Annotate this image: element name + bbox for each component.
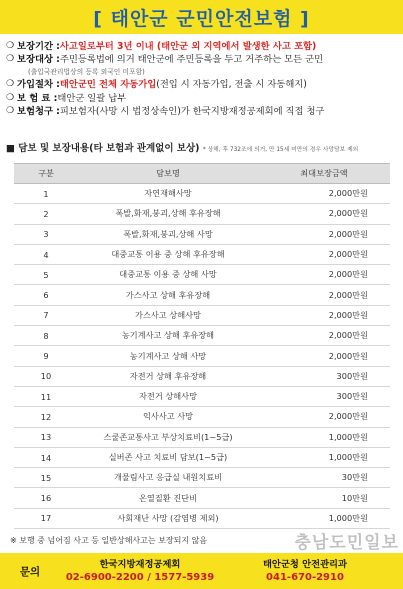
table-row [14, 427, 390, 447]
max-amount: 2,000만원 [258, 184, 390, 204]
info-list [6, 40, 401, 118]
coverage-name: 대중교통 이용 중 상해 후유장해 [78, 244, 258, 264]
max-amount: 300만원 [258, 366, 390, 386]
org-name: 태안군청 안전관리과 [262, 559, 348, 570]
max-amount: 2,000만원 [258, 204, 390, 224]
coverage-name: 폭발,화재,붕괴,상해 사망 [78, 224, 258, 244]
coverage-name: 가스사고 상해사망 [78, 305, 258, 325]
coverage-name: 온열질환 진단비 [78, 488, 258, 508]
table-row [14, 305, 390, 325]
coverage-name: 농기계사고 상해 사망 [78, 346, 258, 366]
row-number: 3 [14, 224, 78, 244]
contact-bar [0, 553, 403, 589]
page-title: [ 태안군 군민안전보험 ] [93, 7, 310, 30]
max-amount: 2,000만원 [258, 305, 390, 325]
contact-org-2 [220, 558, 390, 584]
row-number: 7 [14, 305, 78, 325]
table-row [14, 244, 390, 264]
max-amount: 300만원 [258, 386, 390, 406]
info-key: 보장대상 : [17, 54, 60, 66]
section-note: * 상해, 후 732조에 의거, 만 15세 미만의 경우 사망담보 제외 [202, 147, 359, 153]
bullet-icon: ❍ [6, 54, 15, 65]
info-value-extra: (전입 시 자동가입, 전출 시 자동해지) [156, 79, 307, 91]
row-number: 13 [14, 427, 78, 447]
row-number: 4 [14, 244, 78, 264]
title-banner [0, 0, 403, 34]
max-amount: 2,000만원 [258, 407, 390, 427]
table-row [14, 508, 390, 528]
coverage-name: 사회재난 사망 (감염병 제외) [78, 508, 258, 528]
row-number: 2 [14, 204, 78, 224]
table-row [14, 285, 390, 305]
coverage-name: 익사사고 사망 [78, 407, 258, 427]
row-number: 6 [14, 285, 78, 305]
coverage-name: 스쿨존교통사고 부상치료비(1~5급) [78, 427, 258, 447]
info-key: 보 험 료 : [17, 92, 58, 104]
table-row [14, 265, 390, 285]
max-amount: 10만원 [258, 488, 390, 508]
info-value: 태안군민 전체 자동가입 [59, 79, 157, 91]
bullet-icon: ❍ [6, 92, 15, 103]
table-row [14, 184, 390, 204]
coverage-name: 농기계사고 상해 후유장해 [78, 326, 258, 346]
row-number: 9 [14, 346, 78, 366]
bullet-icon: ❍ [6, 105, 15, 116]
section-heading: ■ 담보 및 보장내용(타 보험과 관계없이 보상) [6, 143, 200, 154]
coverage-name: 가스사고 상해 후유장해 [78, 285, 258, 305]
table-row [14, 346, 390, 366]
info-item-target [6, 53, 401, 66]
max-amount: 1,000만원 [258, 508, 390, 528]
row-number: 14 [14, 447, 78, 467]
row-number: 11 [14, 386, 78, 406]
phone-number: 02-6900-2200 / 1577-5939 [65, 572, 215, 583]
max-amount: 2,000만원 [258, 244, 390, 264]
coverage-name: 실버존 사고 치료비 담보(1~5급) [78, 447, 258, 467]
row-number: 1 [14, 184, 78, 204]
coverage-name: 폭발,화재,붕괴,상해 후유장해 [78, 204, 258, 224]
table-header-row [14, 164, 390, 184]
coverage-name: 자전거 상해사망 [78, 386, 258, 406]
info-value: 피보험자(사망 시 법정상속인)가 한국지방재정공제회에 직접 청구 [59, 105, 325, 117]
coverage-name: 자전거 상해 후유장해 [78, 366, 258, 386]
table-row [14, 224, 390, 244]
bullet-icon: ❍ [6, 79, 15, 90]
info-key: 가입절차 : [17, 79, 60, 91]
max-amount: 1,000만원 [258, 447, 390, 467]
info-value: 태안군 일괄 납부 [57, 92, 127, 104]
max-amount: 30만원 [258, 468, 390, 488]
info-key: 보장기간 : [17, 41, 60, 52]
table-row [14, 488, 390, 508]
contact-org-1 [60, 558, 220, 584]
column-header: 담보명 [78, 164, 258, 184]
column-header: 구분 [14, 164, 78, 184]
watermark: 충남도민일보 [294, 533, 399, 553]
row-number: 15 [14, 468, 78, 488]
coverage-name: 자연재해사망 [78, 184, 258, 204]
row-number: 16 [14, 488, 78, 508]
org-name: 한국지방재정공제회 [99, 559, 181, 570]
table-row [14, 204, 390, 224]
row-number: 12 [14, 407, 78, 427]
row-number: 5 [14, 265, 78, 285]
bullet-icon: ❍ [6, 41, 15, 51]
max-amount: 2,000만원 [258, 224, 390, 244]
max-amount: 2,000만원 [258, 285, 390, 305]
coverage-table [14, 163, 390, 529]
contact-label: 문의 [19, 565, 41, 578]
table-body [14, 184, 390, 529]
table-row [14, 326, 390, 346]
table-row [14, 447, 390, 467]
row-number: 8 [14, 326, 78, 346]
info-value: 주민등록법에 의거 태안군에 주민등록을 두고 거주하는 모든 군민 [59, 54, 324, 66]
info-item-procedure [6, 78, 401, 91]
max-amount: 2,000만원 [258, 265, 390, 285]
info-key: 보험청구 : [17, 105, 60, 117]
info-value: 사고일로부터 3년 이내 (태안군 외 지역에서 발생한 사고 포함) [59, 41, 317, 52]
max-amount: 2,000만원 [258, 346, 390, 366]
phone-number: 041-670-2910 [266, 572, 344, 583]
table-row [14, 407, 390, 427]
info-note: (출입국관리법상의 등록 외국인 미포함) [28, 68, 145, 77]
row-number: 10 [14, 366, 78, 386]
footnote: ※ 보행 중 넘어짐 사고 등 일반상해사고는 보장되지 않음 [10, 536, 208, 545]
coverage-name: 개물림사고 응급실 내원치료비 [78, 468, 258, 488]
table-row [14, 386, 390, 406]
coverage-name: 대중교통 이용 중 상해 사망 [78, 265, 258, 285]
table-row [14, 468, 390, 488]
max-amount: 1,000만원 [258, 427, 390, 447]
row-number: 17 [14, 508, 78, 528]
info-item-claim [6, 105, 401, 118]
info-item-period [6, 40, 401, 53]
info-item-premium [6, 92, 401, 105]
max-amount: 2,000만원 [258, 326, 390, 346]
coverage-section-title [6, 140, 358, 154]
column-header: 최대보장금액 [258, 164, 390, 184]
table-row [14, 366, 390, 386]
